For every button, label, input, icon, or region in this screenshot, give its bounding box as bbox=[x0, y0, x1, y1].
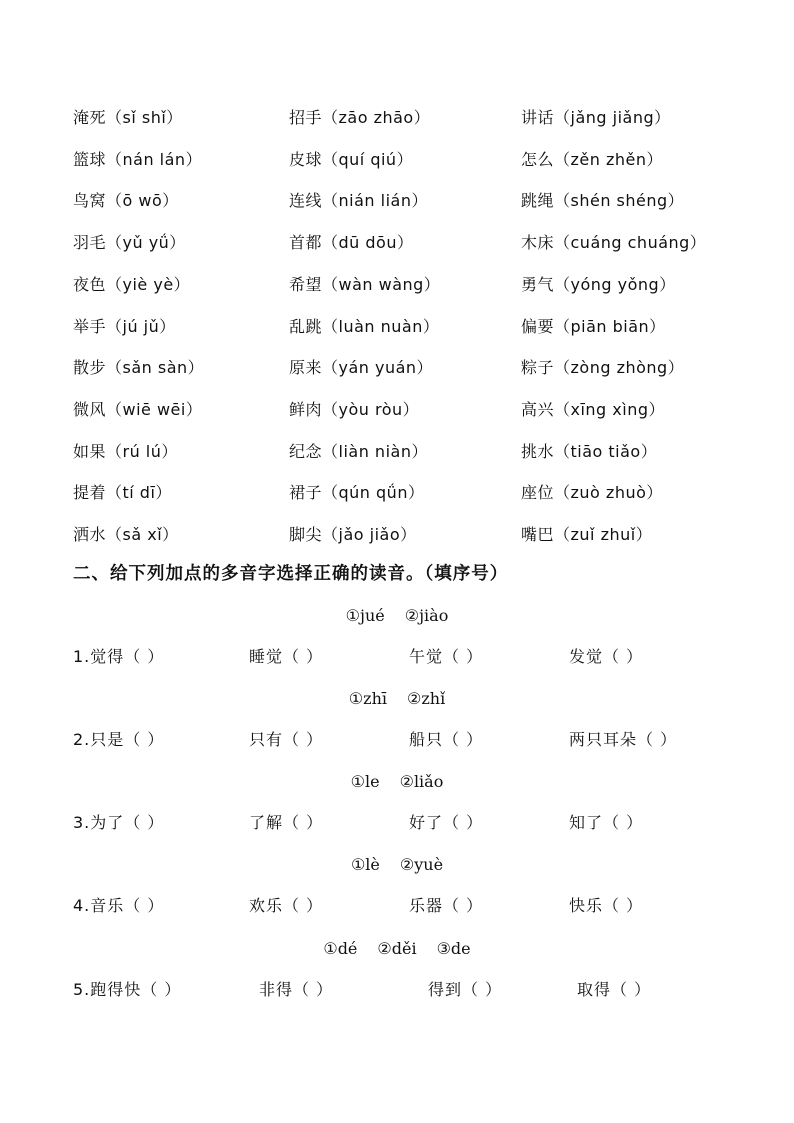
pinyin-item: 脚尖（jǎo jiǎo） bbox=[289, 525, 417, 544]
pinyin-item: 嘴巴（zuǐ zhuǐ） bbox=[521, 525, 653, 544]
fill-blank-item[interactable]: 非得（ ） bbox=[259, 980, 334, 999]
pinyin-item: 如果（rú lú） bbox=[73, 441, 178, 461]
reading-option: ①lè bbox=[350, 855, 380, 874]
pinyin-item: 羽毛（yǔ yǘ） bbox=[73, 233, 186, 253]
pinyin-item: 乱跳（luàn nuàn） bbox=[289, 316, 440, 336]
reading-option: ②jiào bbox=[404, 606, 449, 625]
pinyin-row bbox=[0, 231, 794, 255]
fill-blank-item[interactable]: 两只耳朵（ ） bbox=[569, 730, 678, 749]
pinyin-item: 座位（zuò zhuò） bbox=[521, 483, 663, 503]
pinyin-item: 纪念（liàn niàn） bbox=[289, 441, 428, 461]
pinyin-item: 原来（yán yuán） bbox=[289, 358, 434, 378]
reading-options bbox=[0, 770, 794, 794]
pinyin-item: 木床（cuáng chuáng） bbox=[521, 233, 707, 253]
pinyin-row bbox=[0, 148, 794, 172]
pinyin-item: 提着（tí dī） bbox=[73, 483, 172, 503]
fill-blank-item[interactable]: 5.跑得快（ ） bbox=[73, 980, 182, 999]
pinyin-item: 裙子（qún qǘn） bbox=[289, 483, 425, 503]
reading-option: ①jué bbox=[345, 606, 385, 625]
pinyin-item: 讲话（jǎng jiǎng） bbox=[521, 108, 671, 127]
reading-options bbox=[0, 937, 794, 961]
fill-blank-item[interactable]: 了解（ ） bbox=[249, 813, 324, 832]
fill-blank-item[interactable]: 知了（ ） bbox=[569, 813, 644, 832]
pinyin-row bbox=[0, 106, 794, 130]
fill-blank-item[interactable]: 快乐（ ） bbox=[569, 896, 644, 915]
pinyin-item: 散步（sǎn sàn） bbox=[73, 358, 205, 378]
pinyin-row bbox=[0, 398, 794, 422]
pinyin-item: 首都（dū dōu） bbox=[289, 233, 414, 253]
fill-blank-item[interactable]: 午觉（ ） bbox=[409, 647, 484, 666]
question-row bbox=[0, 978, 794, 1002]
fill-blank-item[interactable]: 2.只是（ ） bbox=[73, 730, 165, 749]
reading-option: ③de bbox=[436, 939, 471, 958]
fill-blank-item[interactable]: 睡觉（ ） bbox=[249, 647, 324, 666]
fill-blank-item[interactable]: 得到（ ） bbox=[428, 980, 503, 999]
question-row bbox=[0, 728, 794, 752]
fill-blank-item[interactable]: 乐器（ ） bbox=[409, 896, 484, 915]
pinyin-item: 粽子（zòng zhòng） bbox=[521, 358, 685, 378]
pinyin-row bbox=[0, 189, 794, 213]
section-2-title: 二、给下列加点的多音字选择正确的读音。（填序号） bbox=[73, 564, 509, 584]
pinyin-item: 淹死（sǐ shǐ） bbox=[73, 108, 183, 127]
pinyin-row bbox=[0, 273, 794, 297]
reading-option: ②yuè bbox=[399, 855, 444, 874]
pinyin-item: 挑水（tiāo tiǎo） bbox=[521, 441, 658, 461]
pinyin-item: 微风（wiē wēi） bbox=[73, 399, 203, 419]
pinyin-item: 招手（zāo zhāo） bbox=[289, 108, 431, 127]
pinyin-item: 连线（nián lián） bbox=[289, 191, 428, 211]
pinyin-row bbox=[0, 315, 794, 339]
fill-blank-item[interactable]: 3.为了（ ） bbox=[73, 813, 165, 832]
pinyin-item: 偏要（piān biān） bbox=[521, 316, 666, 336]
pinyin-item: 鲜肉（yòu ròu） bbox=[289, 399, 420, 419]
fill-blank-item[interactable]: 4.音乐（ ） bbox=[73, 896, 165, 915]
fill-blank-item[interactable]: 只有（ ） bbox=[249, 730, 324, 749]
reading-options bbox=[0, 687, 794, 711]
pinyin-item: 皮球（quí qiú） bbox=[289, 149, 414, 169]
pinyin-item: 高兴（xīng xìng） bbox=[521, 399, 666, 419]
pinyin-item: 夜色（yiè yè） bbox=[73, 274, 191, 294]
pinyin-item: 篮球（nán lán） bbox=[73, 149, 203, 169]
pinyin-item: 勇气（yóng yǒng） bbox=[521, 274, 676, 294]
reading-option: ①zhī bbox=[348, 689, 387, 708]
fill-blank-item[interactable]: 发觉（ ） bbox=[569, 647, 644, 666]
pinyin-item: 举手（jú jǔ） bbox=[73, 316, 176, 336]
pinyin-row bbox=[0, 481, 794, 505]
question-row bbox=[0, 811, 794, 835]
fill-blank-item[interactable]: 船只（ ） bbox=[409, 730, 484, 749]
reading-option: ①dé bbox=[323, 939, 358, 958]
pinyin-item: 跳绳（shén shéng） bbox=[521, 191, 685, 211]
fill-blank-item[interactable]: 欢乐（ ） bbox=[249, 896, 324, 915]
pinyin-item: 洒水（sǎ xǐ） bbox=[73, 525, 179, 544]
reading-options bbox=[0, 853, 794, 877]
reading-option: ①le bbox=[350, 772, 380, 791]
reading-option: ②zhǐ bbox=[407, 689, 446, 708]
pinyin-item: 怎么（zěn zhěn） bbox=[521, 149, 663, 169]
fill-blank-item[interactable]: 1.觉得（ ） bbox=[73, 647, 165, 666]
question-row bbox=[0, 894, 794, 918]
reading-options bbox=[0, 604, 794, 628]
pinyin-row bbox=[0, 523, 794, 547]
reading-option: ②děi bbox=[377, 939, 417, 958]
pinyin-item: 鸟窝（ō wō） bbox=[73, 191, 179, 211]
fill-blank-item[interactable]: 取得（ ） bbox=[577, 980, 652, 999]
fill-blank-item[interactable]: 好了（ ） bbox=[409, 813, 484, 832]
pinyin-row bbox=[0, 356, 794, 380]
question-row bbox=[0, 645, 794, 669]
pinyin-row bbox=[0, 440, 794, 464]
pinyin-item: 希望（wàn wàng） bbox=[289, 274, 441, 294]
reading-option: ②liǎo bbox=[399, 772, 444, 791]
